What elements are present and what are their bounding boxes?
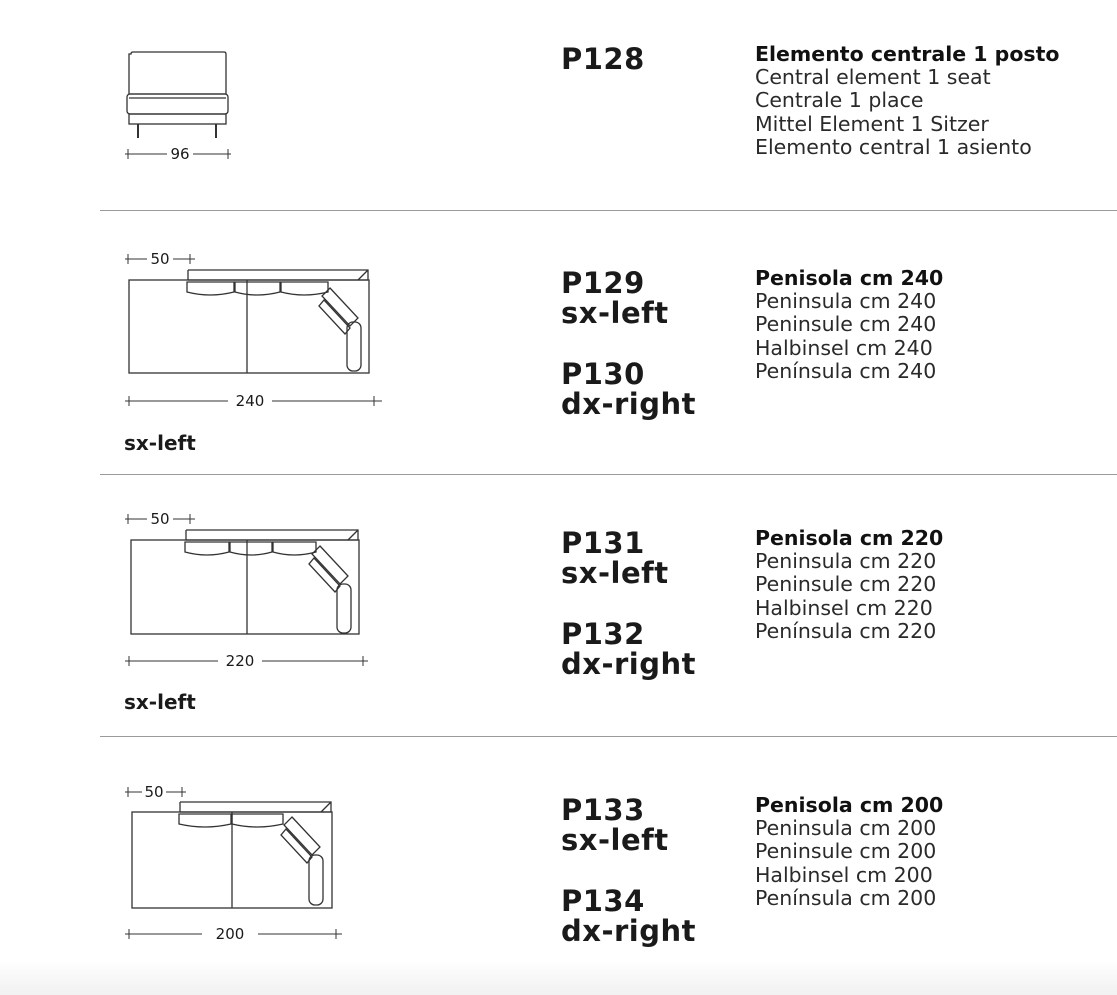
product-code: P131 <box>561 526 645 560</box>
description-de: Halbinsel cm 240 <box>755 335 933 360</box>
product-description <box>755 527 943 643</box>
description-es: Península cm 200 <box>755 885 937 910</box>
depth-dimension: 50 <box>150 510 170 528</box>
product-code-block <box>561 268 696 419</box>
description-en: Peninsula cm 200 <box>755 816 937 841</box>
product-code: P128 <box>561 42 645 76</box>
description-en: Peninsula cm 220 <box>755 549 937 574</box>
product-code-block <box>561 795 696 946</box>
peninsula-200-drawing <box>100 781 400 946</box>
description-de: Halbinsel cm 220 <box>755 595 933 620</box>
single-seat-svg <box>100 40 300 170</box>
product-code: P132 <box>561 617 645 651</box>
peninsula-220-drawing <box>100 508 400 673</box>
description-es: Península cm 220 <box>755 618 937 643</box>
description-fr: Peninsule cm 220 <box>755 572 937 597</box>
peninsula-240-drawing <box>100 248 400 413</box>
description-es: Elemento central 1 asiento <box>755 134 1032 159</box>
width-dimension: 220 <box>225 652 255 670</box>
product-variant: dx-right <box>561 647 697 681</box>
single-seat-drawing <box>100 40 300 170</box>
description-es: Península cm 240 <box>755 358 937 383</box>
product-code: P134 <box>561 884 645 918</box>
width-dimension: 240 <box>235 392 265 410</box>
description-de: Mittel Element 1 Sitzer <box>755 111 989 136</box>
description-it: Elemento centrale 1 posto <box>755 42 1060 66</box>
product-variant: sx-left <box>561 296 669 330</box>
product-code: P130 <box>561 357 645 391</box>
description-en: Peninsula cm 240 <box>755 289 937 314</box>
variant-label: sx-left <box>124 431 196 455</box>
product-description <box>755 43 1060 159</box>
description-en: Central element 1 seat <box>755 65 991 90</box>
description-it: Penisola cm 200 <box>755 793 944 817</box>
product-variant: dx-right <box>561 914 697 948</box>
width-dimension: 96 <box>170 145 190 163</box>
description-it: Penisola cm 240 <box>755 266 944 290</box>
product-code: P129 <box>561 266 645 300</box>
product-code: P133 <box>561 793 645 827</box>
description-de: Halbinsel cm 200 <box>755 862 933 887</box>
row-divider <box>100 210 1117 211</box>
product-code-block <box>561 528 696 679</box>
description-fr: Peninsule cm 200 <box>755 839 937 864</box>
description-fr: Centrale 1 place <box>755 88 924 113</box>
depth-dimension: 50 <box>144 783 164 801</box>
description-fr: Peninsule cm 240 <box>755 312 937 337</box>
description-it: Penisola cm 220 <box>755 526 944 550</box>
variant-label: sx-left <box>124 690 196 714</box>
peninsula-200-svg <box>100 781 400 946</box>
row-divider <box>100 474 1117 475</box>
product-variant: sx-left <box>561 556 669 590</box>
product-code-block <box>561 44 645 74</box>
product-description <box>755 267 943 383</box>
depth-dimension: 50 <box>150 250 170 268</box>
product-variant: dx-right <box>561 387 697 421</box>
bottom-fade <box>0 960 1117 995</box>
product-description <box>755 794 943 910</box>
row-divider <box>100 736 1117 737</box>
width-dimension: 200 <box>215 925 245 943</box>
peninsula-240-svg <box>100 248 400 413</box>
peninsula-220-svg <box>100 508 400 673</box>
product-variant: sx-left <box>561 823 669 857</box>
